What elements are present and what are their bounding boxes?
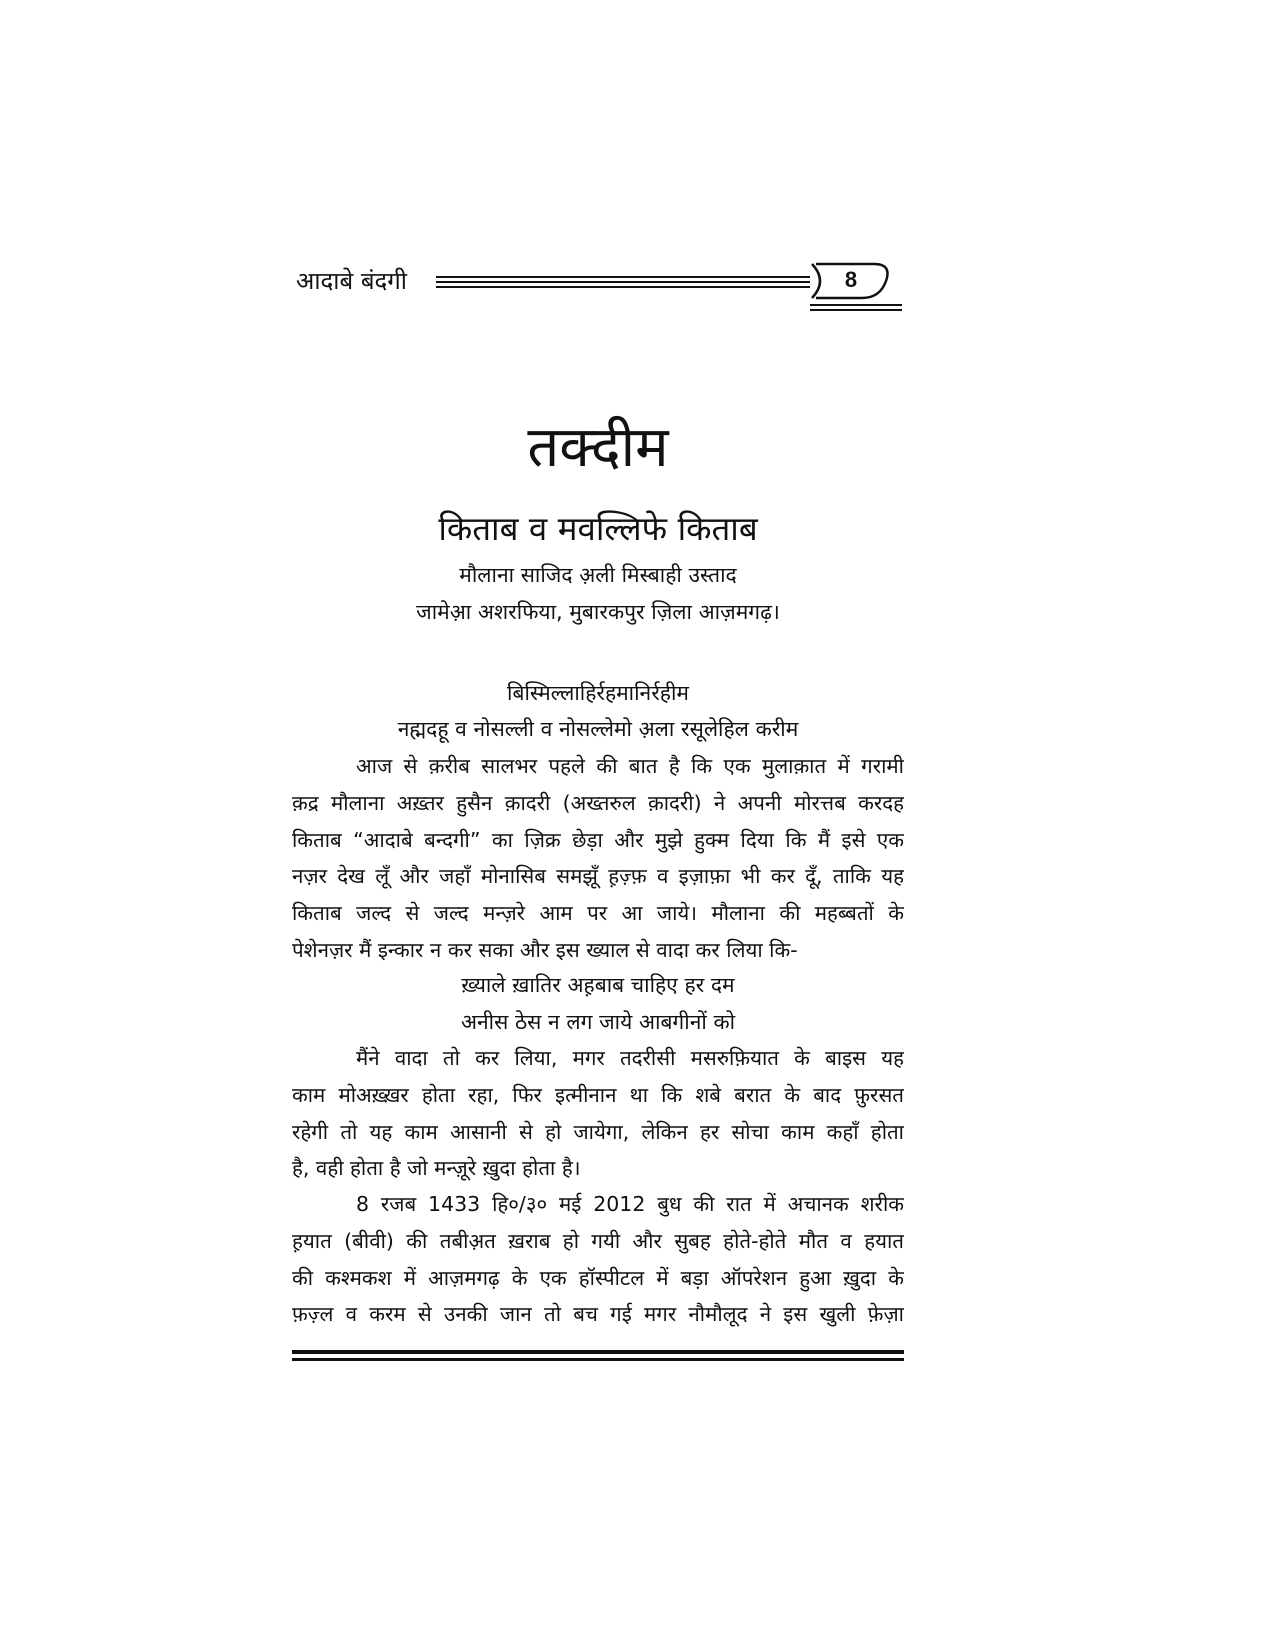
header-ornament-lines [436, 276, 810, 290]
book-title: आदाबे बंदगी [296, 267, 407, 295]
paragraph-line: क़द्र मौलाना अख़्तर हुसैन क़ादरी (अख्तरुल क़ादरी) ने अपनी मोरत्तब करदह [292, 790, 904, 815]
paragraph-line: मैंने वादा तो कर लिया, मगर तदरीसी मसरुफ़ियात के बाइस यह [356, 1046, 904, 1070]
paragraph-line: आज से क़रीब सालभर पहले की बात है कि एक मुलाक़ात में गरामी [356, 754, 904, 778]
couplet-line-2: अनीस ठेस न लग जाये आबगीनों को [460, 1010, 736, 1034]
running-header [292, 262, 904, 314]
paragraph-line: काम मोअख़्ख़र होता रहा, फिर इत्मीनान था कि शबे बरात के बाद फ़ुरसत [292, 1082, 904, 1107]
author-affiliation: जामेअ़ा अशरफिया, मुबारकपुर ज़िला आज़मगढ़। [416, 600, 780, 624]
page-number: 8 [844, 267, 858, 292]
author-name: मौलाना साजिद अ़ली मिस्बाही उस्ताद [459, 563, 737, 587]
header-underline [810, 304, 902, 312]
paragraph-line: 8 रजब 1433 हि०/३० मई 2012 बुध की रात में अचानक शरीक [356, 1192, 904, 1216]
paragraph-line: रहेगी तो यह काम आसानी से हो जायेगा, लेकिन हर सोचा काम कहाँ होता [292, 1119, 904, 1144]
paragraph-line: फ़ज़्ल व करम से उनकी जान तो बच गई मगर नौमौलूद ने इस खुली फ़ेज़ा [292, 1302, 904, 1327]
page-number-badge [808, 262, 894, 300]
hamd-line: नह्मदहू व नोसल्ली व नोसल्लेमो अ़ला रसूलेहिल करीम [397, 717, 799, 741]
paragraph-line: ह़यात (बीवी) की तबीअ़त ख़राब हो गयी और सुबह होते-होते मौत व हयात [292, 1228, 904, 1253]
paragraph-line: नज़र देख लूँ और जहाँ मोनासिब समझूँ ह़ज़्फ़ व इज़ाफ़ा भी कर दूँ, ताकि यह [292, 864, 904, 889]
footer-rule [292, 1350, 904, 1364]
couplet-line-1: ख़्याले ख़ातिर अह़बाब चाहिए हर दम [461, 973, 735, 997]
paragraph-line: पेशेनज़र मैं इन्कार न कर सका और इस ख्याल से वादा कर लिया कि- [292, 937, 798, 962]
paragraph-line: है, वही होता है जो मन्ज़ूरे ख़ुदा होता है। [292, 1156, 581, 1181]
paragraph-2 [292, 1043, 904, 1190]
chapter-title: तक्दीम [527, 415, 669, 480]
paragraph-line: किताब जल्द से जल्द मन्ज़रे आम पर आ जाये। मौलाना की महब्बतों के [292, 901, 904, 926]
paragraph-1 [292, 751, 904, 972]
bismillah: बिस्मिल्लाहिर्रहमानिर्रहीम [507, 681, 689, 705]
paragraph-3 [292, 1189, 904, 1336]
paragraph-line: किताब “आदाबे बन्दगी” का ज़िक्र छेड़ा और मुझे हुक्म दिया कि मैं इसे एक [292, 827, 904, 852]
chapter-subtitle: किताब व मवल्लिफे किताब [438, 509, 758, 548]
paragraph-line: की कश्मकश में आज़मगढ़ के एक हॉस्पीटल में बड़ा ऑपरेशन हुआ ख़ुदा के [292, 1265, 904, 1290]
